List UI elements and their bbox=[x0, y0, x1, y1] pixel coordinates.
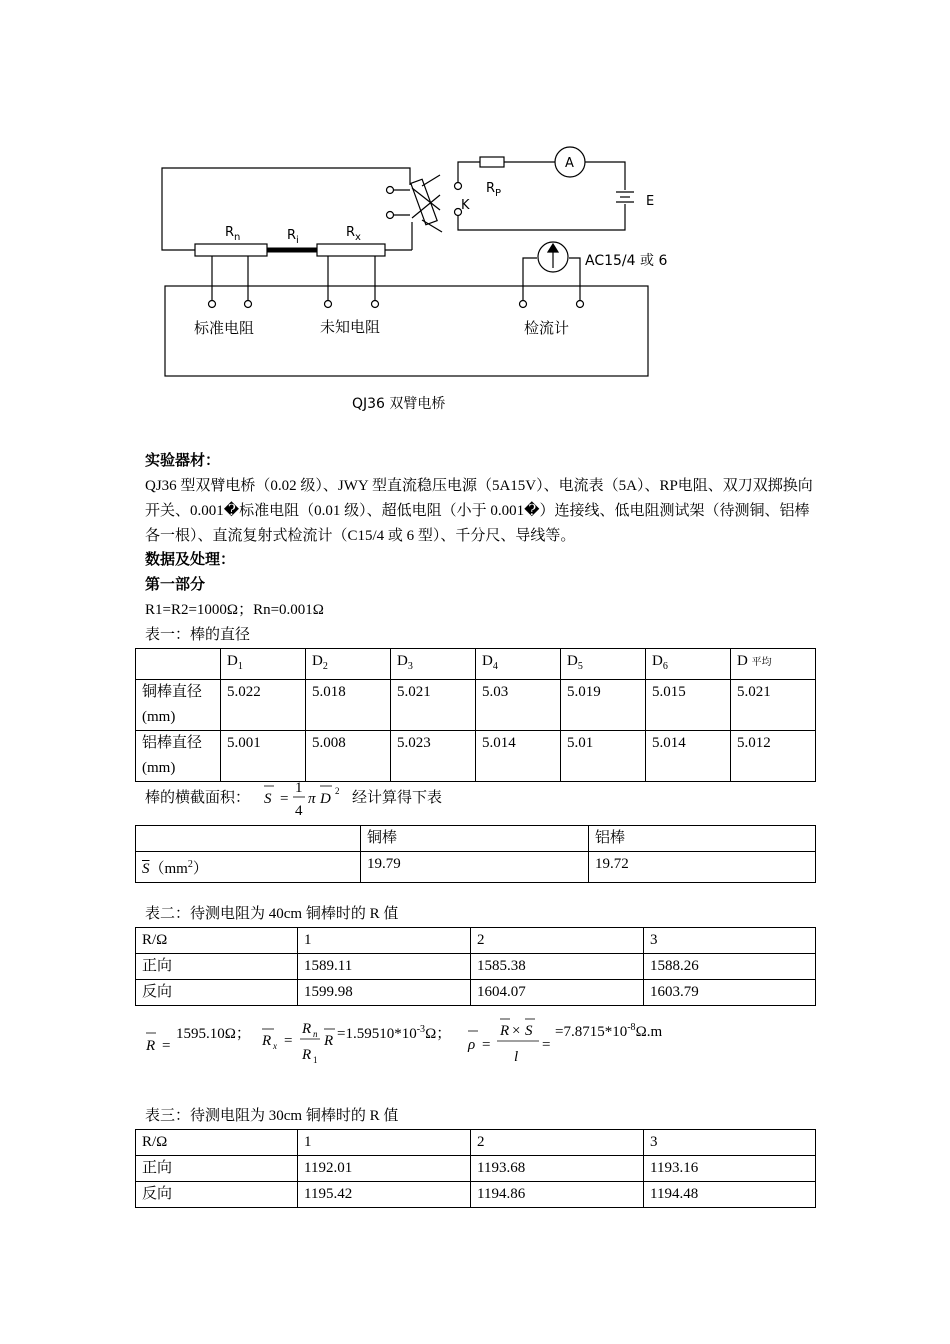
rho-formula bbox=[462, 1015, 558, 1067]
rx-label: $R_x$ bbox=[346, 225, 361, 243]
r-mean-value: 1595.10Ω； bbox=[176, 1026, 251, 1042]
svg-text:S: S bbox=[525, 1023, 533, 1039]
table-row: 反向 1195.42 1194.86 1194.48 bbox=[136, 1182, 816, 1208]
svg-text:R: R bbox=[302, 1021, 312, 1037]
rn-label: $R_n$ bbox=[225, 225, 241, 243]
table-row: 铜棒直径 (mm) 5.022 5.018 5.021 5.03 5.019 5.015 5.021 bbox=[136, 680, 816, 731]
svg-text:l: l bbox=[514, 1049, 519, 1065]
table1-caption: 表一：棒的直径 bbox=[145, 627, 251, 643]
table-row: 正向 1192.01 1193.68 1193.16 bbox=[136, 1156, 816, 1182]
table-header-row: R/Ω 1 2 3 bbox=[136, 1130, 816, 1156]
standard-resistor-label: 标准电阻 bbox=[194, 319, 255, 337]
svg-text:=: = bbox=[542, 1037, 551, 1053]
svg-text:=: = bbox=[482, 1037, 491, 1053]
rx-resistor bbox=[317, 244, 385, 256]
svg-text:=: = bbox=[280, 791, 289, 807]
table-header-row: R/Ω 1 2 3 bbox=[136, 928, 816, 954]
rx-value: $=1.59510*10^{-3}\Omega$； bbox=[337, 1024, 452, 1042]
area-formula-suffix: 经计算得下表 bbox=[352, 790, 443, 806]
part-one-heading: 第一部分 bbox=[145, 577, 206, 593]
svg-text:×: × bbox=[512, 1023, 521, 1039]
materials-text: QJ36 型双臂电桥（0.02 级）、JWY 型直流稳压电源（5A15V）、电流表（5A）、RP电阻、双刀双掷换向开关、0.001�标准电阻（0.01 级）、超低电阻（小于 0.001�）连接线、低电阻测试架（待测铜、铝棒各一根）、直流复射式检流计（C15/4 或 6 型）、千分尺、导线等。 bbox=[145, 478, 813, 544]
svg-text:π: π bbox=[308, 791, 316, 807]
circuit-diagram bbox=[150, 140, 690, 420]
r-table-40cm bbox=[135, 927, 816, 1006]
diameter-table bbox=[135, 648, 816, 782]
battery-label: E bbox=[646, 194, 655, 209]
data-heading: 数据及处理： bbox=[145, 552, 236, 568]
rho-value: $=7.8715*10^{-8}\Omega.m$ bbox=[555, 1022, 663, 1040]
svg-text:R: R bbox=[262, 1033, 272, 1049]
svg-text:R: R bbox=[146, 1038, 156, 1054]
svg-text:R: R bbox=[324, 1033, 334, 1049]
galvanometer-label: 检流计 bbox=[524, 319, 570, 337]
svg-text:D: D bbox=[320, 791, 331, 807]
table-row: 正向 1589.11 1585.38 1588.26 bbox=[136, 954, 816, 980]
svg-text:1: 1 bbox=[313, 1055, 318, 1065]
svg-text:=: = bbox=[162, 1038, 171, 1054]
area-formula-prefix: 棒的横截面积： bbox=[145, 790, 251, 806]
svg-text:R: R bbox=[500, 1023, 510, 1039]
svg-text:2: 2 bbox=[335, 786, 340, 796]
svg-text:x: x bbox=[273, 1041, 277, 1051]
rp-resistor bbox=[480, 157, 504, 167]
svg-text:=: = bbox=[284, 1033, 293, 1049]
svg-text:S: S bbox=[264, 791, 272, 807]
r-table-30cm bbox=[135, 1129, 816, 1208]
svg-text:1: 1 bbox=[295, 780, 303, 796]
r-mean-symbol bbox=[140, 1015, 180, 1065]
rx-formula bbox=[258, 1015, 338, 1067]
table3-caption: 表三：待测电阻为 30cm 铜棒时的 R 值 bbox=[145, 1108, 399, 1124]
table-row: $\overline{S}(mm^2)$ 19.79 19.72 bbox=[136, 852, 816, 883]
galvanometer-model: AC15/4 或 6 bbox=[585, 253, 668, 269]
ammeter-label: A bbox=[565, 156, 574, 171]
unknown-resistor-label: 未知电阻 bbox=[320, 318, 381, 336]
area-formula bbox=[258, 778, 348, 820]
rp-label: $R_P$ bbox=[486, 181, 502, 199]
switch-label: K bbox=[461, 198, 470, 213]
ri-label: $R_i$ bbox=[287, 228, 299, 246]
table2-caption: 表二：待测电阻为 40cm 铜棒时的 R 值 bbox=[145, 906, 399, 922]
svg-text:ρ: ρ bbox=[468, 1037, 476, 1053]
diagram-caption: QJ36 双臂电桥 bbox=[352, 396, 446, 412]
svg-text:4: 4 bbox=[295, 803, 303, 819]
table-header-row: $D_1$ $D_2$ $D_3$ $D_4$ $D_5$ $D_6$ D 平均 bbox=[136, 649, 816, 680]
table-row: 铝棒直径 (mm) 5.001 5.008 5.023 5.014 5.01 5.014 5.012 bbox=[136, 731, 816, 782]
svg-text:n: n bbox=[313, 1029, 318, 1039]
area-table bbox=[135, 825, 816, 883]
svg-text:R: R bbox=[302, 1047, 312, 1063]
table-row: 反向 1599.98 1604.07 1603.79 bbox=[136, 980, 816, 1006]
rn-resistor bbox=[195, 244, 267, 256]
params-line: R1=R2=1000Ω；Rn=0.001Ω bbox=[145, 602, 324, 618]
table-header-row: 铜棒 铝棒 bbox=[136, 826, 816, 852]
materials-heading: 实验器材： bbox=[145, 453, 221, 469]
